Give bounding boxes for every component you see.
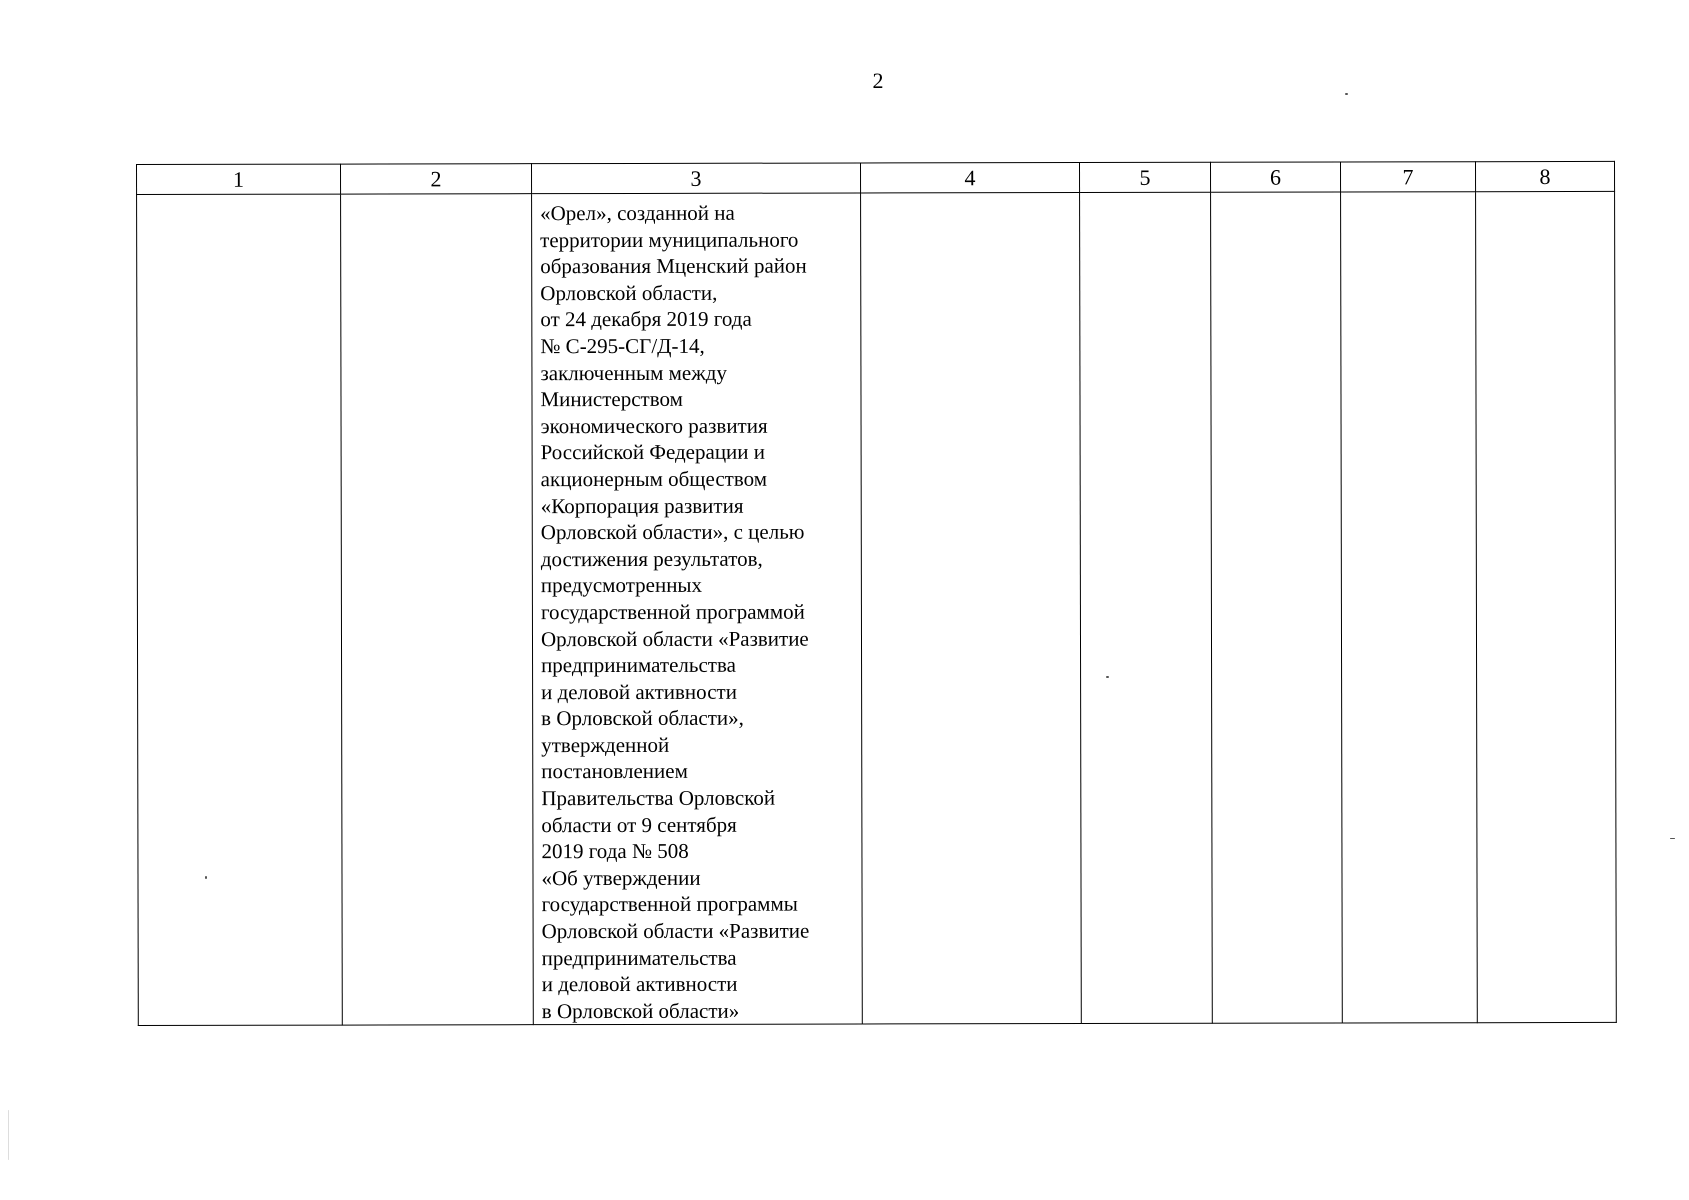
column-header-6: 6 [1210,162,1340,192]
scan-speck [1345,93,1348,95]
table-cell-col-7 [1341,192,1478,1024]
column-header-1: 1 [137,164,341,194]
table-cell-col-3 [532,193,863,1025]
scan-speck [205,876,207,879]
column-header-8: 8 [1475,161,1614,191]
scan-speck [1670,838,1675,839]
table-cell-col-4 [861,193,1082,1025]
table-header-row [137,161,1615,194]
table-cell-col-5 [1080,192,1213,1024]
data-table [136,161,1617,1027]
table-row [137,191,1617,1025]
column-header-2: 2 [341,164,532,194]
scan-speck [8,1110,9,1160]
column-header-4: 4 [860,163,1079,193]
column-header-5: 5 [1079,162,1210,192]
column-header-3: 3 [532,163,861,194]
table-cell-col-1 [137,194,343,1026]
cell-description-text: «Орел», созданной на территории муниципального образования Мценский район Орловской области, от 24 декабря 2019 года № С-295-СГ/Д-14, заключенным между Министерством экономического развития Российской Федерации и акционерным обществом «Корпорация развития Орловской области», с целью достижения результатов, предусмотренных государственной программой Орловской области «Развитие предпринимательства и деловой активности в Орловской области», утвержденной постановлением Правительства Орловской области от 9 сентября 2019 года № 508 «Об утверждении государственной программы Орловской области «Развитие предпринимательства и деловой активности в Орловской области» [540,200,810,1023]
column-header-7: 7 [1340,162,1475,192]
table-cell-col-2 [341,194,534,1026]
table-cell-col-8 [1476,191,1617,1023]
scan-speck [1106,676,1109,678]
table-cell-col-6 [1211,192,1343,1024]
page-number: 2 [872,68,884,93]
